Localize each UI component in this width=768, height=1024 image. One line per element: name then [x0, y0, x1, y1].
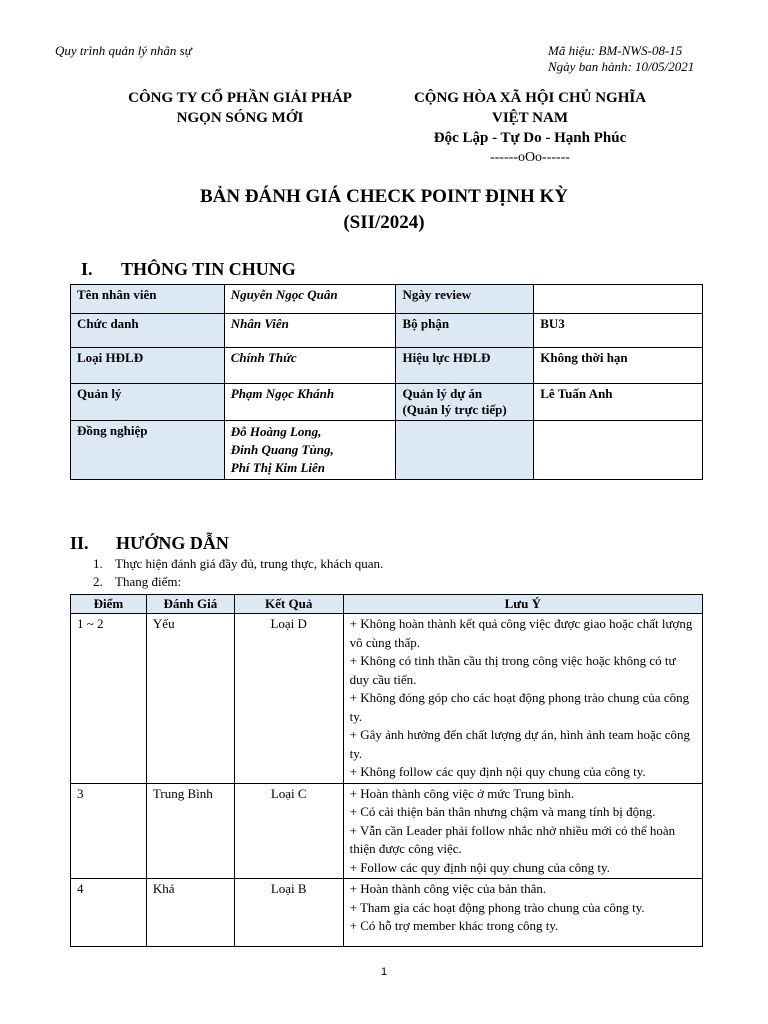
section1-title: THÔNG TIN CHUNG — [121, 259, 296, 279]
note-line: + Có hỗ trợ member khác trong công ty. — [349, 918, 559, 933]
table-row — [71, 421, 703, 480]
value-position: Nhân Viên — [224, 314, 396, 348]
label-contract-type: Loại HĐLĐ — [71, 348, 225, 384]
doc-code: Mã hiệu: BM-NWS-08-15 — [548, 43, 683, 58]
company-name-line1: CÔNG TY CỔ PHẦN GIẢI PHÁP — [128, 90, 352, 106]
note-line: + Hoàn thành công việc ở mức Trung bình. — [349, 785, 575, 801]
label-review-date: Ngày review — [396, 285, 534, 314]
note-line: + Không follow các quy định nội quy chung của công ty. — [349, 764, 646, 779]
title-line2: (SII/2024) — [343, 212, 425, 233]
col-header-result: Kết Quả — [234, 595, 343, 614]
nation-line2: VIỆT NAM — [492, 110, 568, 126]
coworker-name: Đỗ Hoàng Long, — [230, 424, 322, 439]
guide-item — [93, 574, 181, 590]
col-header-rating: Đánh Giá — [146, 595, 234, 614]
label-contract-validity: Hiệu lực HĐLĐ — [396, 348, 534, 384]
note-line: + Không đóng góp cho các hoạt động phong trào chung của công ty. — [349, 690, 690, 724]
note-line: + Có cải thiện bản thân nhưng chậm và mang tính bị động. — [349, 804, 656, 819]
col-header-score: Điểm — [71, 595, 147, 614]
value-contract-type: Chính Thức — [224, 348, 396, 384]
title-line1: BẢN ĐÁNH GIÁ CHECK POINT ĐỊNH KỲ — [199, 186, 569, 207]
national-motto: Độc Lập - Tự Do - Hạnh Phúc — [433, 130, 627, 146]
cell-notes — [343, 614, 702, 784]
section1-number: I. — [81, 259, 93, 279]
section2-number: II. — [70, 533, 89, 553]
label-manager: Quản lý — [71, 384, 225, 421]
value-department: BU3 — [534, 314, 703, 348]
empty-cell — [396, 421, 534, 480]
label-department: Bộ phận — [396, 314, 534, 348]
note-line: + Không có tinh thần cầu thị trong công việc hoặc không có tư duy cầu tiến. — [349, 653, 676, 687]
value-review-date — [534, 285, 703, 314]
company-name-line2: NGỌN SÓNG MỚI — [176, 110, 304, 126]
rating-scale-table — [70, 594, 703, 947]
table-row — [71, 879, 703, 947]
value-contract-validity: Không thời hạn — [534, 348, 703, 384]
value-project-manager: Lê Tuấn Anh — [534, 384, 703, 421]
table-row — [71, 285, 703, 314]
cell-score: 4 — [71, 879, 147, 947]
cell-rating: Khá — [146, 879, 234, 947]
coworker-name: Phí Thị Kim Liên — [230, 460, 326, 475]
page-number: 1 — [380, 966, 388, 978]
label-project-manager — [396, 384, 534, 421]
label-project-manager-line1: Quản lý dự án — [402, 386, 483, 401]
cell-result: Loại D — [234, 614, 343, 784]
value-coworkers — [224, 421, 396, 480]
cell-score: 3 — [71, 783, 147, 879]
cell-result: Loại C — [234, 783, 343, 879]
section2-title: HƯỚNG DẪN — [116, 533, 229, 553]
note-line: + Tham gia các hoạt động phong trào chung của công ty. — [349, 899, 645, 915]
note-line: + Follow các quy định nội quy chung của công ty. — [349, 859, 610, 875]
note-line: + Hoàn thành công việc của bản thân. — [349, 881, 547, 896]
table-row — [71, 783, 703, 879]
label-position: Chức danh — [71, 314, 225, 348]
guide-item — [93, 556, 383, 572]
label-project-manager-line2: (Quản lý trực tiếp) — [402, 402, 507, 417]
label-coworkers: Đồng nghiệp — [71, 421, 225, 480]
guide-item-number: 1. — [93, 556, 103, 571]
note-line: + Vẫn cần Leader phải follow nhắc nhở nhiều mới có thể hoàn thiện được công việc. — [349, 822, 676, 856]
guide-item-text: Thực hiện đánh giá đầy đủ, trung thực, khách quan. — [115, 556, 384, 571]
col-header-notes: Lưu Ý — [343, 595, 702, 614]
doc-header-right — [548, 43, 694, 75]
document-title — [0, 184, 768, 236]
empty-cell — [534, 421, 703, 480]
table-row — [71, 348, 703, 384]
coworker-name: Đinh Quang Tùng, — [230, 442, 334, 457]
company-name — [105, 88, 375, 128]
cell-result: Loại B — [234, 879, 343, 947]
guide-item-number: 2. — [93, 574, 103, 589]
cell-notes — [343, 783, 702, 879]
cell-score: 1 ~ 2 — [71, 614, 147, 784]
section1-heading — [81, 259, 296, 280]
value-employee-name: Nguyễn Ngọc Quân — [224, 285, 396, 314]
doc-issued-date: Ngày ban hành: 10/05/2021 — [548, 59, 695, 74]
note-line: + Không hoàn thành kết quả công việc được giao hoặc chất lượng vô cùng thấp. — [349, 616, 693, 650]
label-employee-name: Tên nhân viên — [71, 285, 225, 314]
cell-rating: Trung Bình — [146, 783, 234, 879]
value-manager: Phạm Ngọc Khánh — [224, 384, 396, 421]
general-info-table — [70, 284, 703, 480]
table-row — [71, 384, 703, 421]
nation-line1: CỘNG HÒA XÃ HỘI CHỦ NGHĨA — [413, 90, 647, 106]
cell-notes — [343, 879, 702, 947]
motto-separator: ------oOo------ — [489, 150, 571, 165]
guide-item-text: Thang điểm: — [115, 574, 182, 589]
table-header-row — [71, 595, 703, 614]
national-header — [390, 88, 670, 168]
table-row — [71, 314, 703, 348]
cell-rating: Yếu — [146, 614, 234, 784]
doc-header-left: Quy trình quản lý nhân sự — [55, 43, 192, 58]
note-line: + Gây ảnh hưởng đến chất lượng dự án, hình ảnh team hoặc công ty. — [349, 727, 691, 761]
section2-heading — [70, 533, 229, 554]
table-row — [71, 614, 703, 784]
